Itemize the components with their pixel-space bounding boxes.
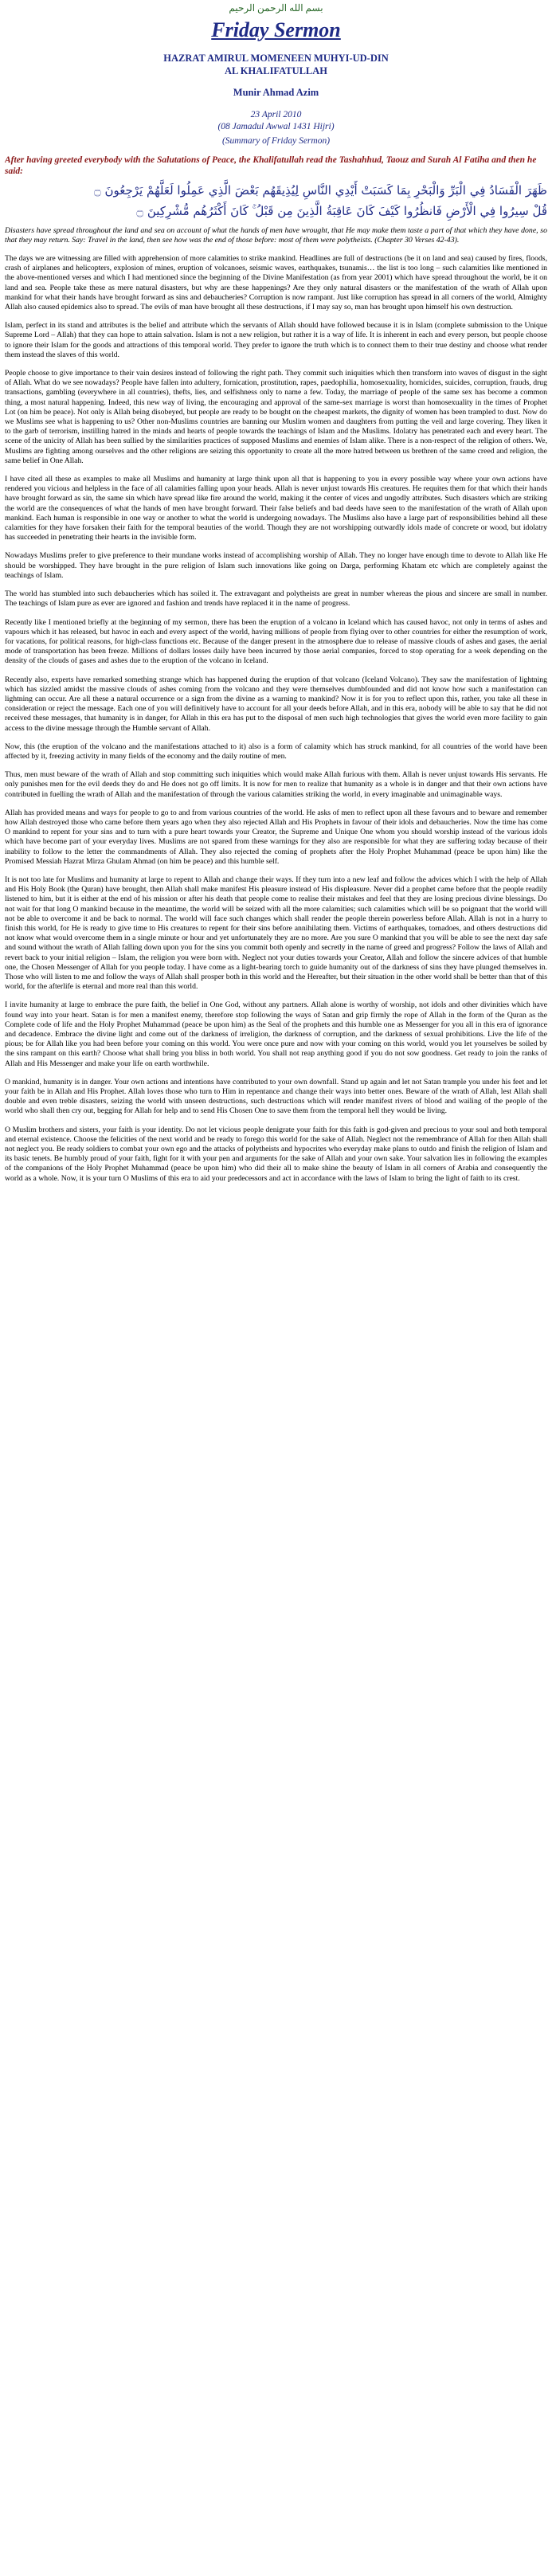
verse-line-1: ظَهَرَ الْفَسَادُ فِي الْبَرِّ وَالْبَحْرِ بِمَا كَسَبَتْ أَيْدِي النَّاسِ لِيُذِيقَهُم بَعْضَ الَّذِي عَمِلُوا لَعَلَّهُمْ يَرْجِعُونَ ۝ [93,183,547,198]
paragraph: The days we are witnessing are filled with apprehension of more calamities to strike mankind. Headlines are full of destructions (be it on land and sea) caused by fires, floods, crash of airplanes and helicopters, explosion of mines, eruption of volcanoes, seismic waves, earthquakes, tsunamis… the list is too long – such calamities like mentioned in the above-mentioned verses and which I had mentioned since the beginning of the Divine Manifestation (as from year 2001) which have spread throughout the world, be it on land and sea. People take these as mere natural disasters, but why are these happenings? Are they only natural disasters or the manifestation of the wrath of Allah upon mankind for what their hands have brought forward as sins and debaucheries? Corruption is now rampant. Just like corruption has spread in all corners of the world, Almighty Allah also caused epidemics also to spread. The evils of man have brought all these destructions, if I may say so, man has brought upon himself his own destruction. [5,254,547,312]
paragraph: Now, this (the eruption of the volcano and the manifestations attached to it) also is a form of calamity which has struck mankind, for all countries of the world have been affected by it, freezing activity in many fields of the economy and the daily routine of men. [5,742,547,761]
paragraph: It is not too late for Muslims and humanity at large to repent to Allah and change their ways. If they turn into a new leaf and follow the advices which I with the help of Allah and His Holy Book (the Quran) have brought, then Allah shall make manifest His pleasure instead of His displeasure. Never did a prophet came before that the people readily listened to him, but it is either at the end of his mission or after his death that people come to realise their mistakes and feel that they are losing precious divine blessings. Do not wait for that long O mankind because in the meantime, the world will be seized with all the more calamities; such calamities which will be so poignant that the world will not be able to overcome it and be back to normal. The world will face such changes which shall render the people therein powerless before Allah. Allah is not in a hurry to finish this world, for He is ready to give time to His creatures to repent for their sins before annihilating them. Victims of earthquakes, tornadoes, and others destructions did not know what would overcome them in a single minute or hour and yet unfortunately they are no more. Are you sure O mankind that you will be able to see the next day safe and sound without the wrath of Allah falling down upon you for the sins you commit both openly and secretly in the name of greed and progress? Follow the laws of Allah and revert back to your initial religion – Islam, the religion you were born with. Neglect not your duties towards your Creator, Allah and follow the sincere advices of that humble one, the Chosen Messenger of Allah for you people today. I have come as a light-bearing torch to guide humanity out of the darkness of sins they have plunged themselves in. Those who will listen to me and follow the ways of Allah shall prosper both in this world and the Hereafter, but their situation in the other world shall be better than that of this world, for the afterlife is eternal and more real than this world. [5,875,547,992]
paragraph: Recently like I mentioned briefly at the beginning of my sermon, there has been the eruption of a volcano in Iceland which has caused havoc, not only in terms of ashes and vapours which it has released, but havoc in each and every aspect of the world, having millions of people from flying over to other countries for either the resumption of work, for vacations, for political reasons, for high-class functions etc. Because of the danger present in the atmosphere due to release of massive clouds of ashes and gases, the aerial mode of transportation has been freeze. Millions of dollars losses daily have been incurred by those aerial companies, forced to stop operating for a week depending on the density of the clouds of gases and ashes due to the eruption of the volcano in Iceland. [5,617,547,666]
paragraph: O mankind, humanity is in danger. Your own actions and intentions have contributed to your own downfall. Stand up again and let not Satan trample you under his feet and let your faith be in Allah and His Prophet. Allah loves those who turn to Him in repentance and change their ways into better ones. Beware of the wrath of Allah, lest Allah shall double and even treble disasters, seizing the world with unseen destructions, such destructions which will render manifest rivers of blood and wailing of the people of the world who shall then cry out, begging for Allah for help and to send His Chosen One to save them from the temporal hell they would be living. [5,1077,547,1116]
paragraph: The world has stumbled into such debaucheries which has soiled it. The extravagant and polytheists are great in number whereas the pious and sincere are small in number. The teachings of Islam pure as ever are ignored and fashion and trends have replaced it in the name of progress. [5,589,547,609]
verse-translation: Disasters have spread throughout the land and sea on account of what the hands of men have wrought, that He may make them taste a part of that which they have done, so that they may return. Say: Travel in the land, then see how was the end of those before: most of them were polytheists. (Chapter 30 Verses 42-43). [5,226,547,245]
paragraph: I invite humanity at large to embrace the pure faith, the belief in One God, without any partners. Allah alone is worthy of worship, not idols and other divinities which have found way into your heart. Satan is for men a manifest enemy, therefore stop following the ways of Satan and grip firmly the rope of Allah in the form of the Quran as the Complete code of life and the Holy Prophet Muhammad (peace be upon him) as the Seal of the prophets and this humble one as Messenger for you all in this era of ignorance and decadence. Embrace the divine light and come out of the darkness of irreligion, the darkness of corruption, and the darkness of sexual prohibitions. Live the life of the pious; be for Allah like you had been before your coming on this world. You were once pure and now with your coming on this world, would you let yourselves be soiled by the sins rampant on this earth? Choose what shall bring you bliss in both world. You shall not reap anything good if you do not sow goodness. Get ready to join the ranks of Allah and His Messenger and make your life on earth worthwhile. [5,1000,547,1068]
paragraph: I have cited all these as examples to make all Muslims and humanity at large think upon all that is happening to you in every possible way where your own actions have rendered you vicious and helpless in the face of all calamities falling upon your heads. Allah is never unjust towards His creatures. He requites them for that which their hands have brought forward as sin, the same sin which have spread like fire around the world, making it the center of vices and ungodly attributes. Such disasters which are striking the world are the consequences of what the hands of men have brought forward. Their false beliefs and bad deeds have seen to the manifestation of the wrath of Allah upon mankind. Each human is responsible in one way or another to what the world is undergoing nowadays. The Muslims also have a large part of responsibilities behind all these calamities for they have forsaken their faith for the temporal beauties of the world. Though they are not worshipping outwardly idols made of concrete or wood, but idolatry has succeeded in penetrating their hearts in the invisible form. [5,475,547,542]
sermon-date: 23 April 2010 [250,110,302,119]
paragraph: People choose to give importance to their vain desires instead of following the right path. They commit such iniquities which then transform into waves of disgust in the sight of Allah. What do we see nowadays? People have fallen into adultery, fornication, prostitution, rapes, paedophilia, homosexuality, homicides, suicides, corruption, frauds, drug transactions, gambling (everywhere in all countries), thefts, lies, and selfishness only to name a few. Today, the marriage of people of the same sex has become a common thing, a most natural happening. Indeed, this new way of living, the encouraging and approval of the same-sex marriage is worst than homosexuality in the times of Prophet Lot (on him be peace). Not only is Allah being disobeyed, but people are ready to be bought on the cheapest markets, the dignity of women has been trampled to dust. Now do we Muslims see what is happening to us? Other non-Muslims countries are banning our Muslim women and daughters from putting the veil and large covering. They liken it to the garb of terrorism, instilling hatred in the minds and hearts of people towards the teachings of Islam and the Muslims. Idolatry has penetrated each and every heart. The scene of the unicity of Allah has been sullied by the similarities practices of supposed Muslims and enemies of Islam alike. There is a non-respect of the religion of others. We, Muslims are fighting among ourselves and the other religions are seizing this opportunity to create all the more hatred between us brethren of the same creed and religion, the same belief in One Allah. [5,369,547,465]
summary-label: (Summary of Friday Sermon) [221,136,331,146]
paragraph: Thus, men must beware of the wrath of Allah and stop committing such iniquities which would make Allah furious with them. Allah is never unjust towards His servants. He only punishes men for the evil deeds they do and He does not go off limits. It is now for men to realize that humanity as a whole is in danger and that their own actions have contributed in fuelling the wrath of Allah and the manifestation of through the various calamities striking the world, in every imaginable and unimaginable ways. [5,770,547,799]
paragraph: Nowadays Muslims prefer to give preference to their mundane works instead of accomplishing worship of Allah. They no longer have enough time to devote to Allah like He should be worshipped. They have brought in the pure religion of Islam such innovations like going on Darga, performing Khatam etc which are completely against the teachings of Islam. [5,551,547,580]
bismillah: بسم الله الرحمن الرحيم [229,2,323,14]
page-title: Friday Sermon [211,18,341,41]
paragraph: O Muslim brothers and sisters, your faith is your identity. Do not let vicious people denigrate your faith for this faith is god-given and precious to your soul and both temporal and eternal existence. Choose the felicities of the next world and be ready to forego this world for the sake of Allah. Neglect not the remembrance of Allah for then Allah shall not neglect you. Be ready soldiers to combat your own ego and the attacks of polytheists and hypocrites who everyday make plans to outdo and finish the religion of Islam and its basic tenets. Be humbly proud of your faith, fight for it with your pen and arguments for the sake of Allah and your own sake. Your salvation lies in following the examples of the companions of the Holy Prophet Muhammad (peace be upon him) who did their all to make shine the beauty of Islam in all corners of Arabia and consequently the world as a whole. Now, it is your turn O Muslims of this era to aid your predecessors and act in accordance with the laws of Islam to bring the light of faith to its crest. [5,1125,547,1183]
paragraph: Recently also, experts have remarked something strange which has happened during the eruption of that volcano (Iceland Volcano). They saw the manifestation of lightning which has sizzled amidst the massive clouds of ashes coming from the volcano and they were themselves dumbfounded and did not know how such a manifestation can lightning can occur. Are all these a natural occurrence or a sign from the divine as a warning to mankind? Now it is for you to reflect upon this, rather, you take all these in consideration or reject the message. Each one of you will definitively have to account for all your deeds before Allah, and in this era, nobody will be able to say that he did not received these messages, that humanity is in danger, for Allah in this era has put to the disposal of men such high technologies that gives the world even more facility to gain access to the divine message through the Humble servant of Allah. [5,675,547,733]
paragraph: Islam, perfect in its stand and attributes is the belief and attribute which the servants of Allah should have followed because it is in Islam (complete submission to the Unique Supreme Lord – Allah) that they can hope to attain salvation. Islam is not a new religion, but rather it is a way of life. It is inherent in each and every person, but people choose to ignore their Islam for the goods and attractions of this temporal world. They prefer to ignore the truth which is to connect them to their true destiny and choose what render them instead the slaves of this world. [5,321,547,359]
heading-line-1: HAZRAT AMIRUL MOMENEEN MUHYI-UD-DIN [163,53,389,64]
sermon-page [5,0,547,2576]
verse-line-2: قُلْ سِيرُوا فِي الْأَرْضِ فَانظُرُوا كَيْفَ كَانَ عَاقِبَةُ الَّذِينَ مِن قَبْلُ ۚ كَانَ أَكْثَرُهُم مُّشْرِكِينَ ۝ [136,204,547,218]
paragraph: Allah has provided means and ways for people to go to and from various countries of the world. He asks of men to reflect upon all these favours and to beware and remember how Allah destroyed those who came before them years ago when they also rejected Allah and His Prophets in favour of their idols and debaucheries. Now the time has come O mankind to repent for your sins and to turn with a pure heart towards your Creator, the Supreme and Unique One whom you should worship instead of the various idols which have become part of your everyday lives. Muslims are not spared from these warnings for they also are responsible for what they are suffering today because of their inability to follow to the letter the commandments of Allah. They also rejected the coming of prophets after the Holy Prophet Muhammad (peace be upon him) like the Promised Messiah Hazrat Mirza Ghulam Ahmad (on him be peace) and this humble self. [5,808,547,866]
quran-verse [5,180,547,221]
author-name: Munir Ahmad Azim [233,87,319,98]
hijri-date: (08 Jamadul Awwal 1431 Hijri) [217,122,335,131]
intro-text: After having greeted everybody with the Salutations of Peace, the Khalifatullah read the Tashahhud, Taouz and Surah Al Fatiha and then he said: [5,155,537,176]
heading-line-2: AL KHALIFATULLAH [224,65,328,76]
